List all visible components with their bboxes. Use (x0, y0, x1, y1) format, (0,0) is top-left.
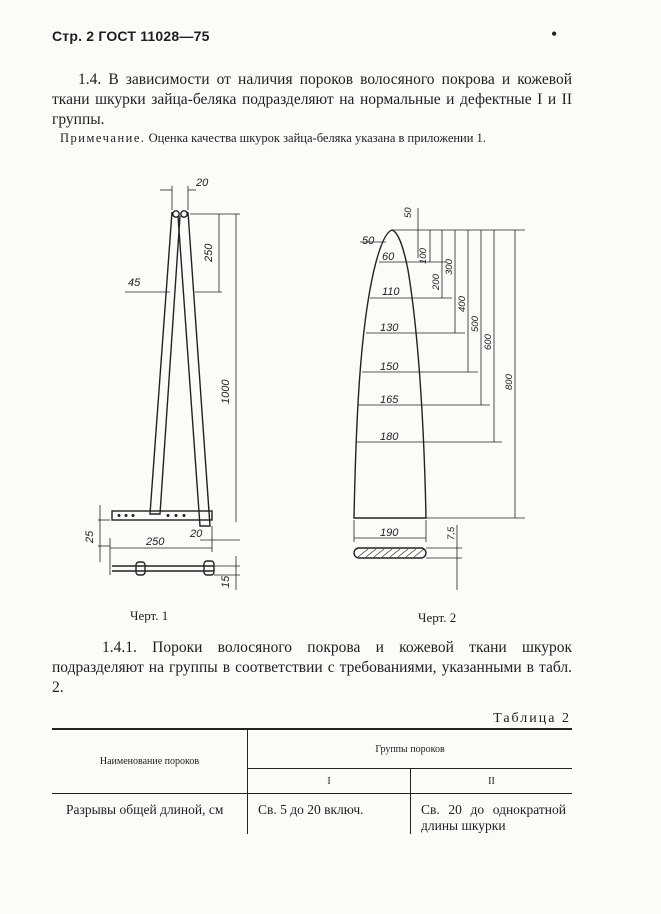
fig2-width-6: 180 (380, 431, 399, 443)
fig2-width-0: 50 (362, 235, 375, 247)
fig1-dim-7: 15 (220, 575, 232, 588)
table-row (52, 794, 572, 835)
fig2-height-5: 500 (470, 316, 481, 332)
fig1-dim-0: 20 (196, 177, 209, 189)
fig1-dim-6: 20 (190, 528, 203, 540)
fig1-dim-3: 1000 (220, 379, 232, 404)
fig2-width-4: 150 (380, 361, 399, 373)
page-header: Стр. 2 ГОСТ 11028—75 (52, 28, 210, 44)
fig2-height-6: 600 (483, 334, 494, 350)
page-mark: • (551, 24, 558, 44)
fig2-height-2: 200 (431, 274, 442, 290)
fig2-width-5: 165 (380, 394, 399, 406)
note-label: Примечание. (60, 131, 146, 145)
fig2-height-4: 400 (457, 296, 468, 312)
defects-table (52, 728, 572, 834)
fig2-height-7: 800 (504, 374, 515, 390)
row-group-2: Св. 20 до однократной длины шкурки (411, 794, 573, 835)
fig2-width-2: 110 (382, 286, 400, 298)
skin-outline (354, 230, 426, 518)
row-group-1: Св. 5 до 20 включ. (248, 794, 411, 835)
section-1-4-text: 1.4. В зависимости от наличия пороков волосяного покрова и кожевой ткани шкурки зайца-беляка подразделяют на нормальные и дефектные I и II группы. (52, 71, 572, 128)
fig2-thickness: 7,5 (446, 526, 457, 540)
fig1-dim-2: 45 (128, 277, 141, 289)
fig2-width-3: 130 (380, 322, 399, 334)
figure-2-caption: Черт. 2 (418, 610, 457, 625)
note-text: Оценка качества шкурок зайца-беляка указана в приложении 1. (148, 131, 486, 145)
section-1-4-1-text: 1.4.1. Пороки волосяного покрова и кожевой ткани шкурок подразделяют на группы в соответствии с требованиями, указанными в табл. 2. (52, 639, 572, 696)
col-name-header: Наименование пороков (52, 729, 248, 794)
table-2-title: Таблица 2 (493, 711, 571, 726)
fig1-dim-4: 25 (84, 530, 96, 543)
col-group-2-header: II (411, 769, 573, 794)
fig2-height-0: 50 (403, 207, 414, 218)
fig2-height-3: 300 (444, 259, 455, 275)
col-group-1-header: I (248, 769, 411, 794)
fig2-width-7: 190 (380, 527, 399, 539)
fig1-dim-5: 250 (146, 536, 165, 548)
figure-1-caption: Черт. 1 (130, 608, 169, 623)
row-defect-name: Разрывы общей длиной, см (66, 802, 224, 817)
fig2-height-1: 100 (418, 248, 429, 264)
fig2-width-1: 60 (382, 251, 395, 263)
fig1-dim-1: 250 (203, 243, 215, 262)
col-groups-header: Группы пороков (248, 729, 573, 769)
